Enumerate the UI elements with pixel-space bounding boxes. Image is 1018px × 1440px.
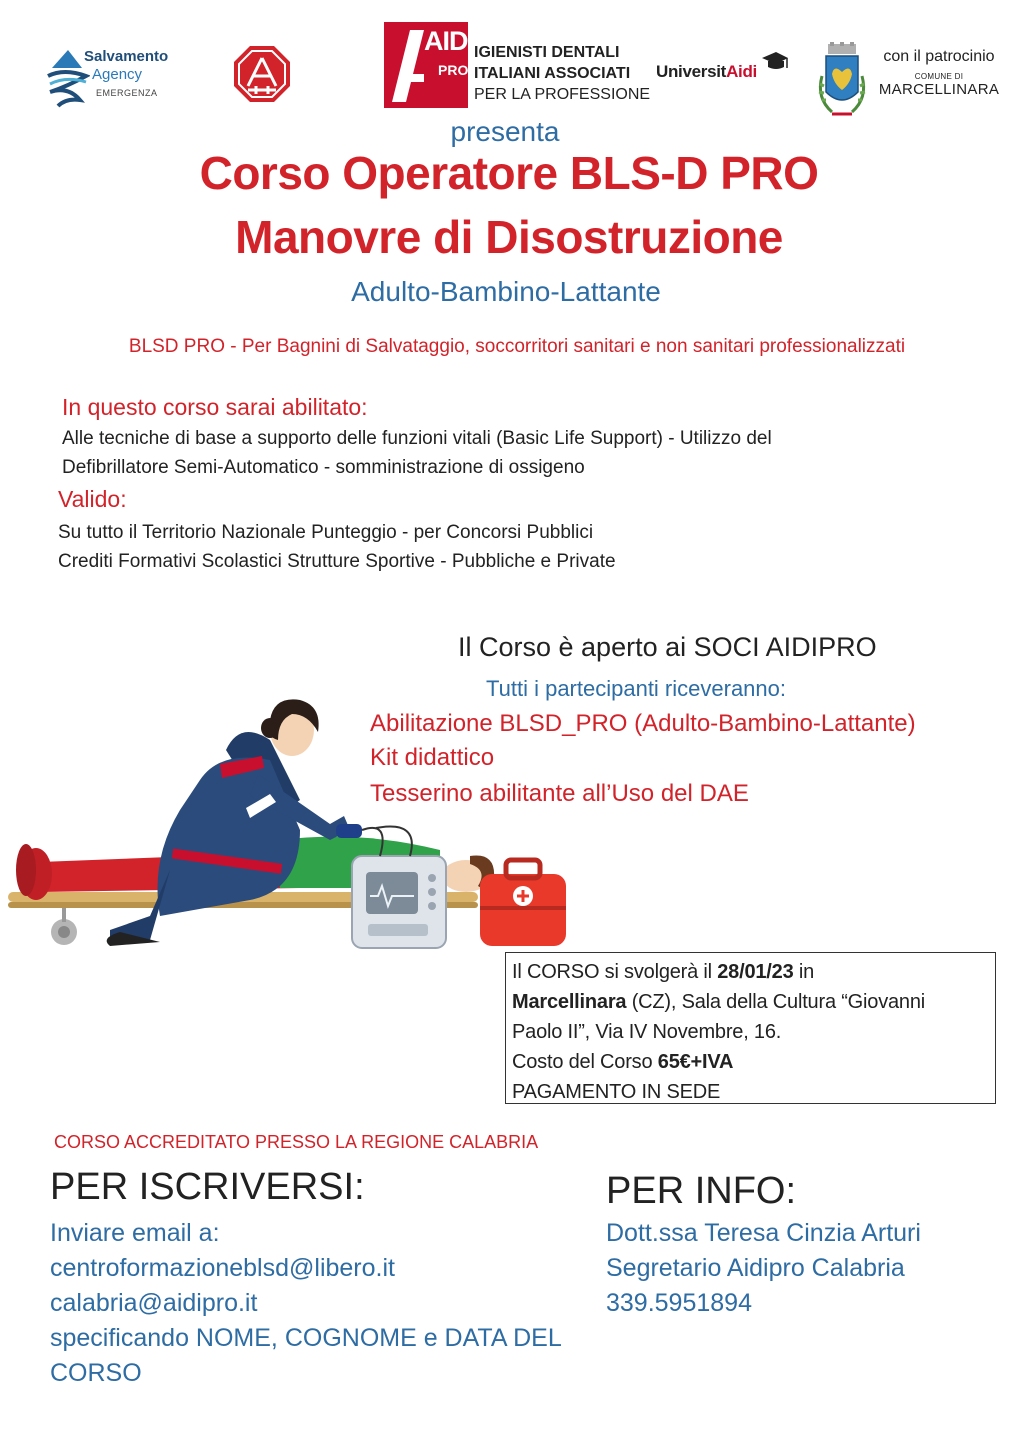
contact-role: Segretario Aidipro Calabria xyxy=(606,1254,905,1282)
course-venue: (CZ), Sala della Cultura “Giovanni xyxy=(626,991,926,1013)
aidi-logo-text: AIDI xyxy=(424,26,474,56)
participants-receive-heading: Tutti i partecipanti riceveranno: xyxy=(486,676,786,701)
registration-line: Inviare email a: xyxy=(50,1219,220,1247)
comune-di-label: COMUNE DI xyxy=(914,72,964,81)
salvamento-agency-logo xyxy=(46,42,196,112)
info-heading: PER INFO: xyxy=(606,1170,797,1212)
patrocinio-text: con il patrocinio xyxy=(883,48,995,65)
comune-name: MARCELLINARA xyxy=(878,81,1000,98)
comune-coat-of-arms xyxy=(812,42,872,124)
cpr-illustration xyxy=(0,680,580,970)
registration-instructions xyxy=(50,1216,562,1391)
course-cost-line xyxy=(512,1047,989,1077)
valido-line: Crediti Formativi Scolastici Strutture Sportive - Pubbliche e Private xyxy=(58,551,616,572)
salvamento-title: Salvamento xyxy=(84,48,169,65)
contact-name: Dott.ssa Teresa Cinzia Arturi xyxy=(606,1219,921,1247)
benefit-item: Tesserino abilitante all’Uso del DAE xyxy=(370,780,749,807)
registration-email-link[interactable]: calabria@aidipro.it xyxy=(50,1289,258,1317)
universitaidi-suffix: Aidi xyxy=(726,62,757,81)
course-title-line-2: Manovre di Disostruzione xyxy=(235,211,783,263)
salvamento-tag: EMERGENZA xyxy=(96,88,158,98)
universitaidi-prefix: Universit xyxy=(656,62,727,81)
course-cost: 65€+IVA xyxy=(657,1051,734,1073)
aidi-line-2: ITALIANI ASSOCIATI xyxy=(474,65,631,82)
course-title-line-1: Corso Operatore BLS-D PRO xyxy=(199,147,819,199)
valido-heading: Valido: xyxy=(58,486,127,512)
date-prefix: Il CORSO si svolgerà il xyxy=(512,961,718,983)
contact-info xyxy=(606,1216,921,1321)
registration-heading: PER ISCRIVERSI: xyxy=(50,1166,365,1208)
course-date-line xyxy=(512,957,989,987)
cost-label: Costo del Corso xyxy=(512,1051,658,1073)
association-emblem-logo xyxy=(234,46,290,102)
course-date: 28/01/23 xyxy=(717,961,794,983)
registration-line: CORSO xyxy=(50,1359,142,1387)
abilitato-line: Defibrillatore Semi-Automatico - somministrazione di ossigeno xyxy=(62,457,585,478)
aidi-line-3: PER LA PROFESSIONE xyxy=(474,86,651,103)
valido-description xyxy=(58,518,616,576)
benefit-item: Kit didattico xyxy=(370,744,495,771)
contact-phone-link[interactable]: 339.5951894 xyxy=(606,1289,752,1317)
accreditation-note: CORSO ACCREDITATO PRESSO LA REGIONE CALABRIA xyxy=(54,1132,539,1152)
presenta-label: presenta xyxy=(450,116,560,147)
benefit-item: Abilitazione BLSD_PRO (Adulto-Bambino-Lattante) xyxy=(370,710,916,737)
course-place-line xyxy=(512,987,989,1017)
aidi-association-name xyxy=(474,42,650,105)
abilitato-description xyxy=(62,424,772,482)
course-open-statement: Il Corso è aperto ai SOCI AIDIPRO xyxy=(458,632,877,662)
payment-line: PAGAMENTO IN SEDE xyxy=(512,1081,721,1103)
aidi-line-1: IGIENISTI DENTALI xyxy=(474,44,620,61)
course-subtitle: Adulto-Bambino-Lattante xyxy=(351,276,661,307)
target-audience: BLSD PRO - Per Bagnini di Salvataggio, soccorritori sanitari e non sanitari professionalizzati xyxy=(128,336,906,357)
date-suffix: in xyxy=(793,961,815,983)
valido-line: Su tutto il Territorio Nazionale Punteggio - per Concorsi Pubblici xyxy=(58,522,594,543)
aidi-logo-pro: PRO xyxy=(438,62,469,78)
course-details-box xyxy=(505,952,996,1104)
course-address-line: Paolo II”, Via IV Novembre, 16. xyxy=(512,1021,782,1043)
abilitato-heading: In questo corso sarai abilitato: xyxy=(62,394,368,420)
patrocinio-label xyxy=(874,48,1004,98)
abilitato-line: Alle tecniche di base a supporto delle funzioni vitali (Basic Life Support) - Utilizzo del xyxy=(62,428,772,449)
aidi-pro-logo xyxy=(384,22,651,108)
salvamento-subtitle: Agency xyxy=(92,66,143,83)
graduation-cap-icon xyxy=(760,50,790,76)
registration-line: specificando NOME, COGNOME e DATA DEL xyxy=(50,1324,562,1352)
course-place: Marcellinara xyxy=(512,991,627,1013)
universitaidi-wordmark xyxy=(656,62,757,82)
universitaidi-logo xyxy=(656,50,796,90)
registration-email-link[interactable]: centroformazioneblsd@libero.it xyxy=(50,1254,395,1282)
